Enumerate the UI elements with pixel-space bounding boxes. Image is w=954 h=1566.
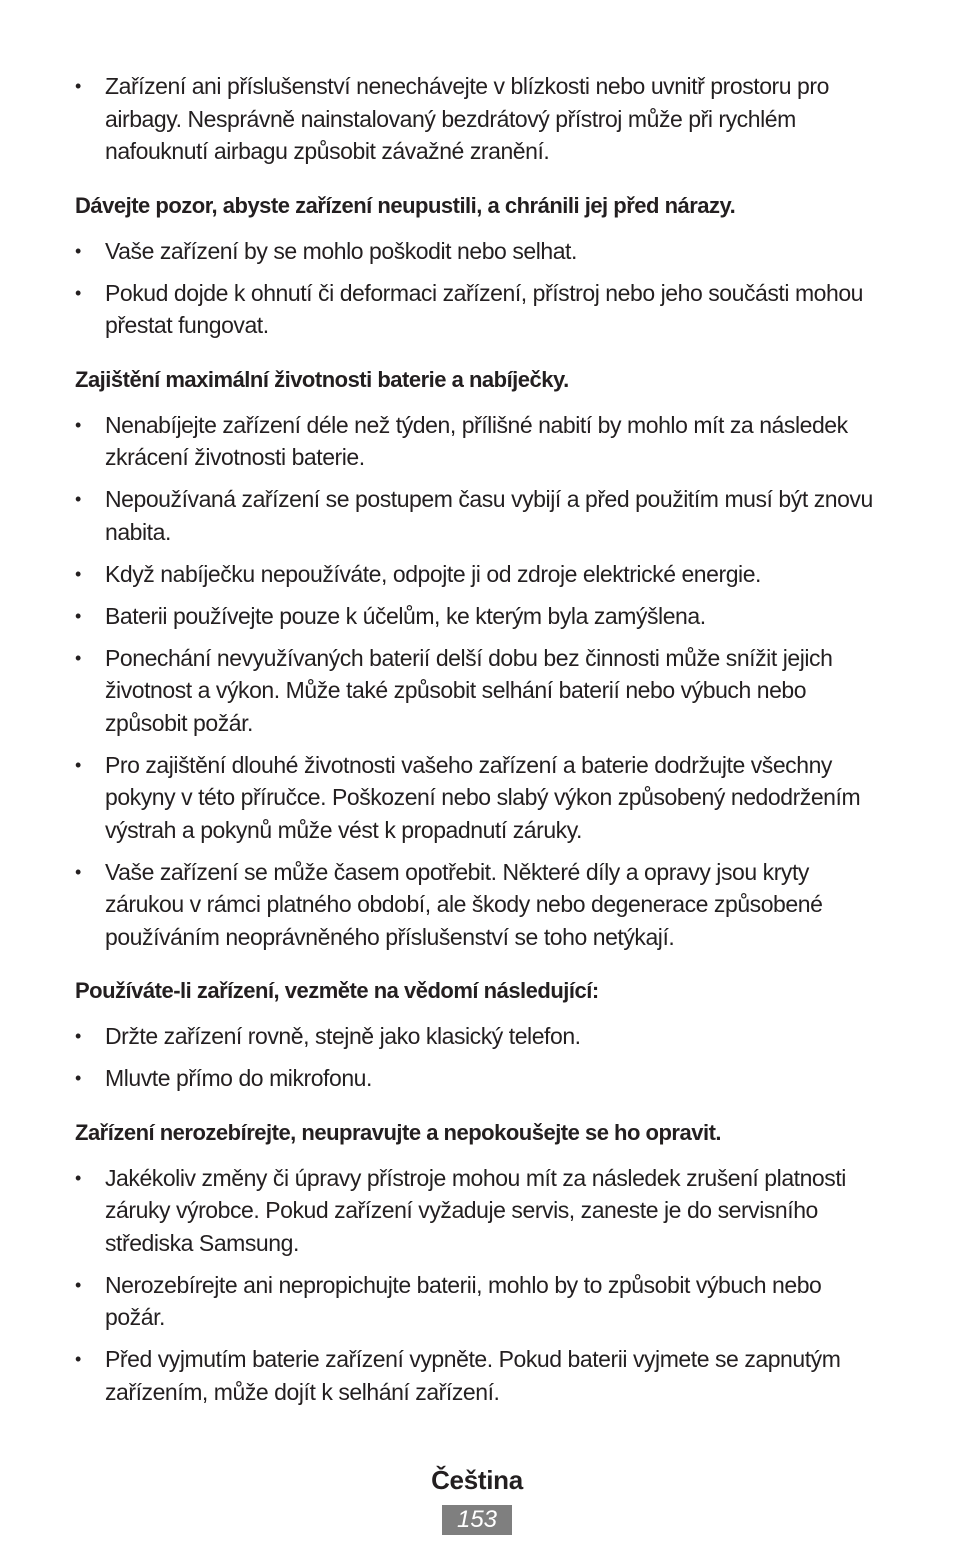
list-item — [75, 1269, 885, 1334]
list-item — [75, 277, 885, 342]
list-item-text: Zařízení ani příslušenství nenechávejte v blízkosti nebo uvnitř prostoru pro airbagy. Nesprávně nainstalovaný bezdrátový přístroj může při rychlém nafouknutí airbagu způsobit závažné zranění. — [105, 73, 829, 164]
list-item — [75, 70, 885, 168]
page-content — [75, 70, 885, 1408]
list-item — [75, 558, 885, 591]
bullet-icon: • — [75, 76, 81, 96]
list-item-text: Před vyjmutím baterie zařízení vypněte. Pokud baterii vyjmete se zapnutým zařízením, může dojít k selhání zařízení. — [105, 1346, 841, 1405]
bullet-icon: • — [75, 1274, 81, 1295]
list-item — [75, 749, 885, 847]
page-number: 153 — [442, 1505, 512, 1535]
bullet-list — [75, 409, 885, 954]
section-usage-notes — [75, 975, 885, 1095]
bullet-icon: • — [75, 1349, 81, 1369]
list-item — [75, 1020, 885, 1053]
list-item-text: Držte zařízení rovně, stejně jako klasický telefon. — [105, 1023, 581, 1049]
list-item-text: Vaše zařízení by se mohlo poškodit nebo selhat. — [105, 237, 577, 264]
list-item — [75, 1162, 885, 1260]
list-item-text: Pro zajištění dlouhé životnosti vašeho zařízení a baterie dodržujte všechny pokyny v této příručce. Poškození nebo slabý výkon způsobený nedodržením výstrah a pokynů může vést k propadnutí záruky. — [105, 751, 861, 843]
section-drop-protection — [75, 190, 885, 342]
bullet-icon: • — [75, 861, 81, 882]
list-item — [75, 856, 885, 954]
list-item — [75, 642, 885, 740]
list-item-text: Nenabíjejte zařízení déle než týden, přílišné nabití by mohlo mít za následek zkrácení životnosti baterie. — [105, 411, 848, 470]
footer-language: Čeština — [431, 1465, 523, 1495]
list-item-text: Pokud dojde k ohnutí či deformaci zařízení, přístroj nebo jeho součásti mohou přestat fungovat. — [105, 279, 864, 338]
list-item — [75, 409, 885, 474]
bullet-icon: • — [75, 489, 81, 509]
bullet-icon: • — [75, 240, 81, 261]
section-heading: Zařízení nerozebírejte, neupravujte a nepokoušejte se ho opravit. — [75, 1119, 722, 1145]
list-item — [75, 483, 885, 548]
bullet-icon: • — [75, 1167, 81, 1188]
list-item-text: Když nabíječku nepoužíváte, odpojte ji od zdroje elektrické energie. — [105, 560, 761, 587]
bullet-icon: • — [75, 605, 81, 626]
list-item — [75, 235, 885, 268]
list-item — [75, 600, 885, 633]
intro-bullet-list — [75, 70, 885, 168]
section-heading: Používáte-li zařízení, vezměte na vědomí následující: — [75, 978, 599, 1003]
list-item-text: Jakékoliv změny či úpravy přístroje mohou mít za následek zrušení platnosti záruky výrobce. Pokud zařízení vyžaduje servis, zaneste je do servisního střediska Samsung. — [105, 1164, 846, 1256]
section-heading: Zajištění maximální životnosti baterie a nabíječky. — [75, 366, 569, 392]
list-item-text: Nepoužívaná zařízení se postupem času vybijí a před použitím musí být znovu nabita. — [105, 486, 873, 545]
bullet-icon: • — [75, 563, 81, 584]
bullet-list — [75, 1020, 885, 1095]
bullet-icon: • — [75, 1026, 81, 1046]
section-battery-life — [75, 364, 885, 954]
list-item — [75, 1343, 885, 1408]
list-item-text: Vaše zařízení se může časem opotřebit. Některé díly a opravy jsou kryty zárukou v rámci platného období, ale škody nebo degenerace způsobené používáním neoprávněného příslušenství se toho netýkají. — [105, 858, 823, 950]
bullet-list — [75, 1162, 885, 1409]
bullet-icon: • — [75, 414, 81, 435]
list-item-text: Nerozebírejte ani nepropichujte baterii, mohlo by to způsobit výbuch nebo požár. — [105, 1271, 822, 1330]
bullet-list — [75, 235, 885, 342]
list-item-text: Baterii používejte pouze k účelům, ke kterým byla zamýšlena. — [105, 602, 706, 629]
list-item-text: Mluvte přímo do mikrofonu. — [105, 1065, 372, 1091]
bullet-icon: • — [75, 647, 81, 668]
bullet-icon: • — [75, 1068, 81, 1088]
list-item-text: Ponechání nevyužívaných baterií delší dobu bez činnosti může snížit jejich životnost a výkon. Může také způsobit selhání baterií nebo výbuch nebo způsobit požár. — [105, 644, 833, 736]
bullet-icon: • — [75, 754, 81, 775]
bullet-icon: • — [75, 282, 81, 303]
section-heading: Dávejte pozor, abyste zařízení neupustili, a chránili jej před nárazy. — [75, 192, 736, 218]
list-item — [75, 1062, 885, 1095]
section-no-disassembly — [75, 1117, 885, 1409]
